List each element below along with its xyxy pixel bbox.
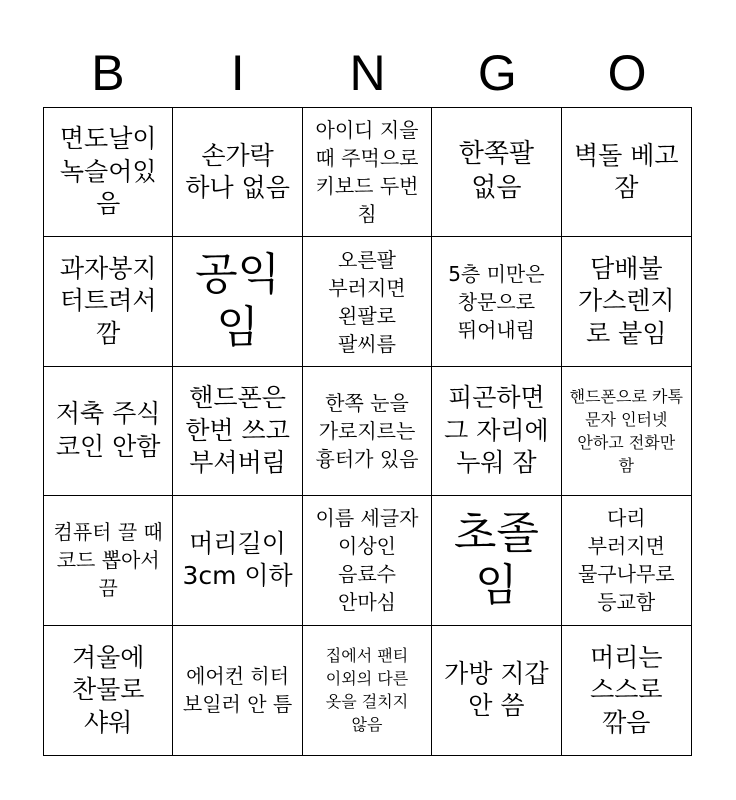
bingo-cell-r1-c2[interactable]: 손가락 하나 없음 [173,108,302,237]
bingo-cell-r2-c3[interactable]: 오른팔 부러지면 왼팔로 팔씨름 [303,237,432,366]
header-letter-g: G [477,45,517,101]
bingo-board [43,107,692,756]
bingo-cell-r1-c1[interactable]: 면도날이 녹슬어있음 [44,108,173,237]
bingo-cell-r3-c4[interactable]: 피곤하면 그 자리에 누워 잠 [432,367,561,496]
bingo-cell-r3-c2[interactable]: 핸드폰은 한번 쓰고 부셔버림 [173,367,302,496]
bingo-cell-r5-c5[interactable]: 머리는 스스로 깎음 [590,642,663,737]
bingo-cell-r1-c4[interactable]: 한쪽팔 없음 [432,108,561,237]
header-letter-o: O [607,45,647,101]
header-letter-n: N [349,45,386,101]
bingo-cell-r5-c4[interactable]: 가방 지갑 안 씀 [432,626,561,755]
bingo-cell-r3-c1[interactable]: 저축 주식 코인 안함 [44,367,173,496]
bingo-cell-r5-c1[interactable]: 겨울에 찬물로 샤워 [44,626,173,755]
bingo-cell-r4-c4[interactable]: 초졸임 [432,496,561,625]
bingo-cell-r4-c2[interactable]: 머리길이 3cm 이하 [173,496,302,625]
bingo-cell-r3-c5[interactable]: 핸드폰으로 카톡 문자 인터넷 안하고 전화만 함 [562,367,691,496]
bingo-cell-r1-c5[interactable]: 벽돌 베고 잠 [562,108,691,237]
header-letter-i: I [230,45,245,101]
bingo-cell-r5-c2[interactable]: 에어컨 히터 보일러 안 틈 [173,626,302,755]
bingo-cell-r2-c1[interactable]: 과자봉지 터트려서 깜 [44,237,173,366]
bingo-cell-r1-c3[interactable]: 아이디 지을 때 주먹으로 키보드 두번 침 [303,108,432,237]
bingo-cell-r5-c3[interactable]: 집에서 팬티 이외의 다른 옷을 걸치지 않음 [303,626,432,755]
bingo-cell-r2-c4[interactable]: 5층 미만은 창문으로 뛰어내림 [432,237,561,366]
bingo-cell-r4-c1[interactable]: 컴퓨터 끌 때 코드 뽑아서 끔 [44,496,173,625]
header-letter-b: B [91,45,125,101]
bingo-header [43,40,692,106]
bingo-cell-r2-c5[interactable]: 담배불 가스렌지로 붙임 [562,237,691,366]
bingo-cell-r4-c5[interactable]: 다리 부러지면 물구나무로 등교함 [562,496,691,625]
bingo-cell-r2-c2[interactable]: 공익임 [173,237,302,366]
bingo-cell-r4-c3[interactable]: 이름 세글자 이상인 음료수 안마심 [303,496,432,625]
bingo-cell-r3-c3[interactable]: 한쪽 눈을 가로지르는 흉터가 있음 [303,367,432,496]
